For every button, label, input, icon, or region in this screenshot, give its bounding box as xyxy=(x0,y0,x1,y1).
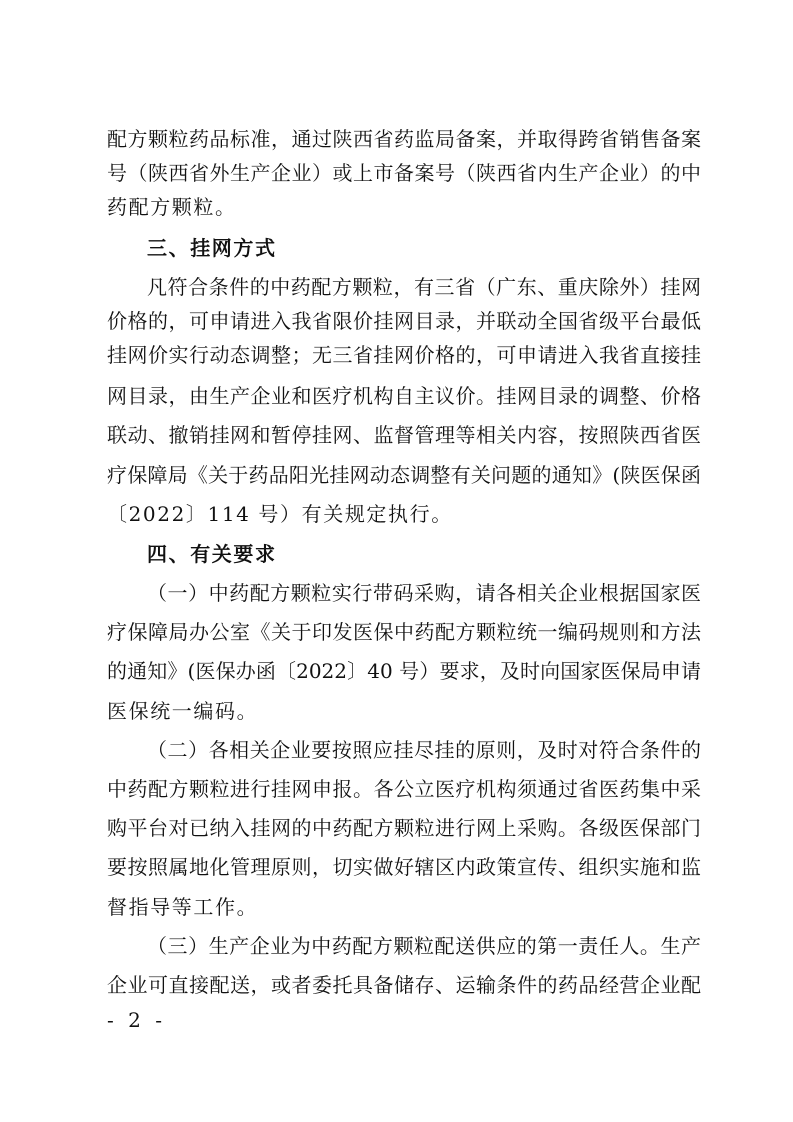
body-line-20: 要按照属地化管理原则，切实做好辖区内政策宣传、组织实施和监 xyxy=(107,855,701,879)
body-line-5: 凡符合条件的中药配方颗粒，有三省（广东、重庆除外）挂网 xyxy=(147,275,701,299)
body-line-3: 药配方颗粒。 xyxy=(107,195,237,219)
body-line-19: 购平台对已纳入挂网的中药配方颗粒进行网上采购。各级医保部门 xyxy=(107,816,701,840)
body-line-7: 挂网价实行动态调整；无三省挂网价格的，可申请进入我省直接挂 xyxy=(107,343,701,367)
body-line-14: 疗保障局办公室《关于印发医保中药配方颗粒统一编码规则和方法 xyxy=(107,620,701,644)
body-line-16: 医保统一编码。 xyxy=(107,699,259,723)
body-line-21: 督指导等工作。 xyxy=(107,895,259,919)
body-line-8: 网目录，由生产企业和医疗机构自主议价。挂网目录的调整、价格 xyxy=(107,384,701,408)
section-heading-3: 三、挂网方式 xyxy=(147,236,277,260)
body-line-23: 企业可直接配送，或者委托具备储存、运输条件的药品经营企业配 xyxy=(107,973,701,997)
body-line-18: 中药配方颗粒进行挂网申报。各公立医疗机构须通过省医药集中采 xyxy=(107,777,701,801)
body-line-22: （三）生产企业为中药配方颗粒配送供应的第一责任人。生产 xyxy=(147,934,701,958)
body-line-2: 号（陕西省外生产企业）或上市备案号（陕西省内生产企业）的中 xyxy=(107,161,701,185)
body-line-10: 疗保障局《关于药品阳光挂网动态调整有关问题的通知》(陕医保函 xyxy=(107,463,701,487)
section-heading-4: 四、有关要求 xyxy=(147,542,277,566)
body-line-15: 的通知》(医保办函〔2022〕40 号）要求，及时向国家医保局申请 xyxy=(107,659,701,683)
body-line-11: 〔2022〕114 号）有关规定执行。 xyxy=(107,502,453,526)
body-line-17: （二）各相关企业要按照应挂尽挂的原则，及时对符合条件的 xyxy=(147,738,701,762)
page-number: - 2 - xyxy=(107,1008,166,1032)
body-line-1: 配方颗粒药品标准，通过陕西省药监局备案，并取得跨省销售备案 xyxy=(107,127,701,151)
body-line-9: 联动、撤销挂网和暂停挂网、监督管理等相关内容，按照陕西省医 xyxy=(107,423,701,447)
body-line-13: （一）中药配方颗粒实行带码采购，请各相关企业根据国家医 xyxy=(147,581,701,605)
body-line-6: 价格的，可申请进入我省限价挂网目录，并联动全国省级平台最低 xyxy=(107,309,701,333)
